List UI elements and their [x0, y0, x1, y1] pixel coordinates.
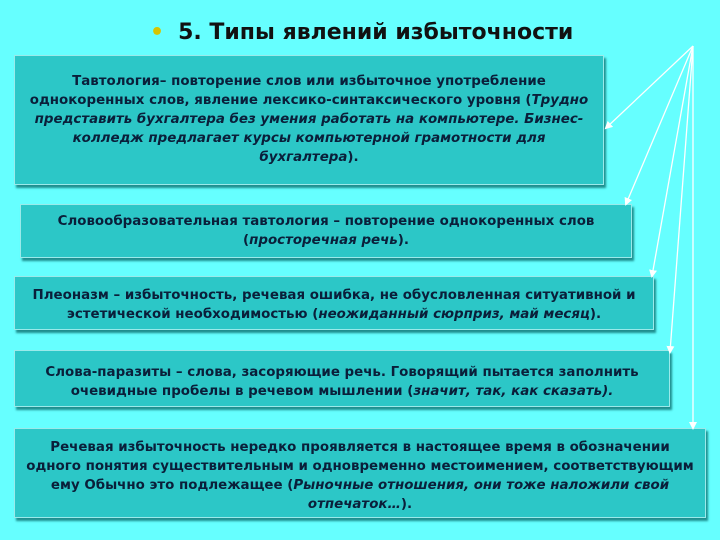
speech-redundancy-example: Рыночные отношения, они тоже наложили свой отпечаток…: [293, 478, 670, 512]
speech-redundancy-paren-close: ).: [400, 497, 413, 512]
pleonasm-example: неожиданный сюрприз, май месяц: [318, 307, 590, 322]
filler-words-paren-open: (: [407, 384, 414, 399]
speech-redundancy-line-2: одного понятия существительным и одновременно местоимением, соответствующим: [26, 459, 694, 474]
word-formation-paren-open: (: [242, 233, 250, 248]
word-formation-example: просторечная речь: [249, 233, 398, 248]
filler-words-example: значит, так, как сказать).: [413, 384, 614, 399]
arrow-to-pleonasm: [652, 46, 693, 276]
pleonasm-paren-open: (: [312, 307, 319, 322]
title-bullet: •: [150, 20, 165, 45]
pleonasm-paren-close: ).: [589, 307, 602, 322]
tautology-example: Трудно представить бухгалтера без умения работать на компьютере. Бизнес-колледж предлагает курсы компьютерной грамотности для бухгалтера: [34, 93, 589, 165]
word-formation-definition: Словообразовательная тавтология – повторение однокоренных слов: [57, 214, 595, 229]
speech-redundancy-line-1: Речевая избыточность нередко проявляется в настоящее время в обозначении: [50, 440, 670, 455]
tautology-paren-close: ).: [347, 150, 359, 165]
word-formation-paren-close: ).: [397, 233, 409, 248]
pleonasm-definition: Плеоназм – избыточность, речевая ошибка, не обусловленная ситуативной и эстетической необходимостью: [32, 288, 636, 322]
tautology-paren-open: (: [525, 93, 532, 108]
filler-words-definition: Слова-паразиты – слова, засоряющие речь. Говорящий пытается заполнить очевидные пробелы в речевом мышлении: [45, 365, 639, 399]
speech-redundancy-text: ему Обычно это подлежащее (: [50, 478, 294, 493]
tautology-definition: Тавтология– повторение слов или избыточное употребление однокоренных слов, явление лексико-синтаксического уровня: [29, 74, 546, 108]
title-text: 5. Типы явлений избыточности: [178, 20, 574, 45]
